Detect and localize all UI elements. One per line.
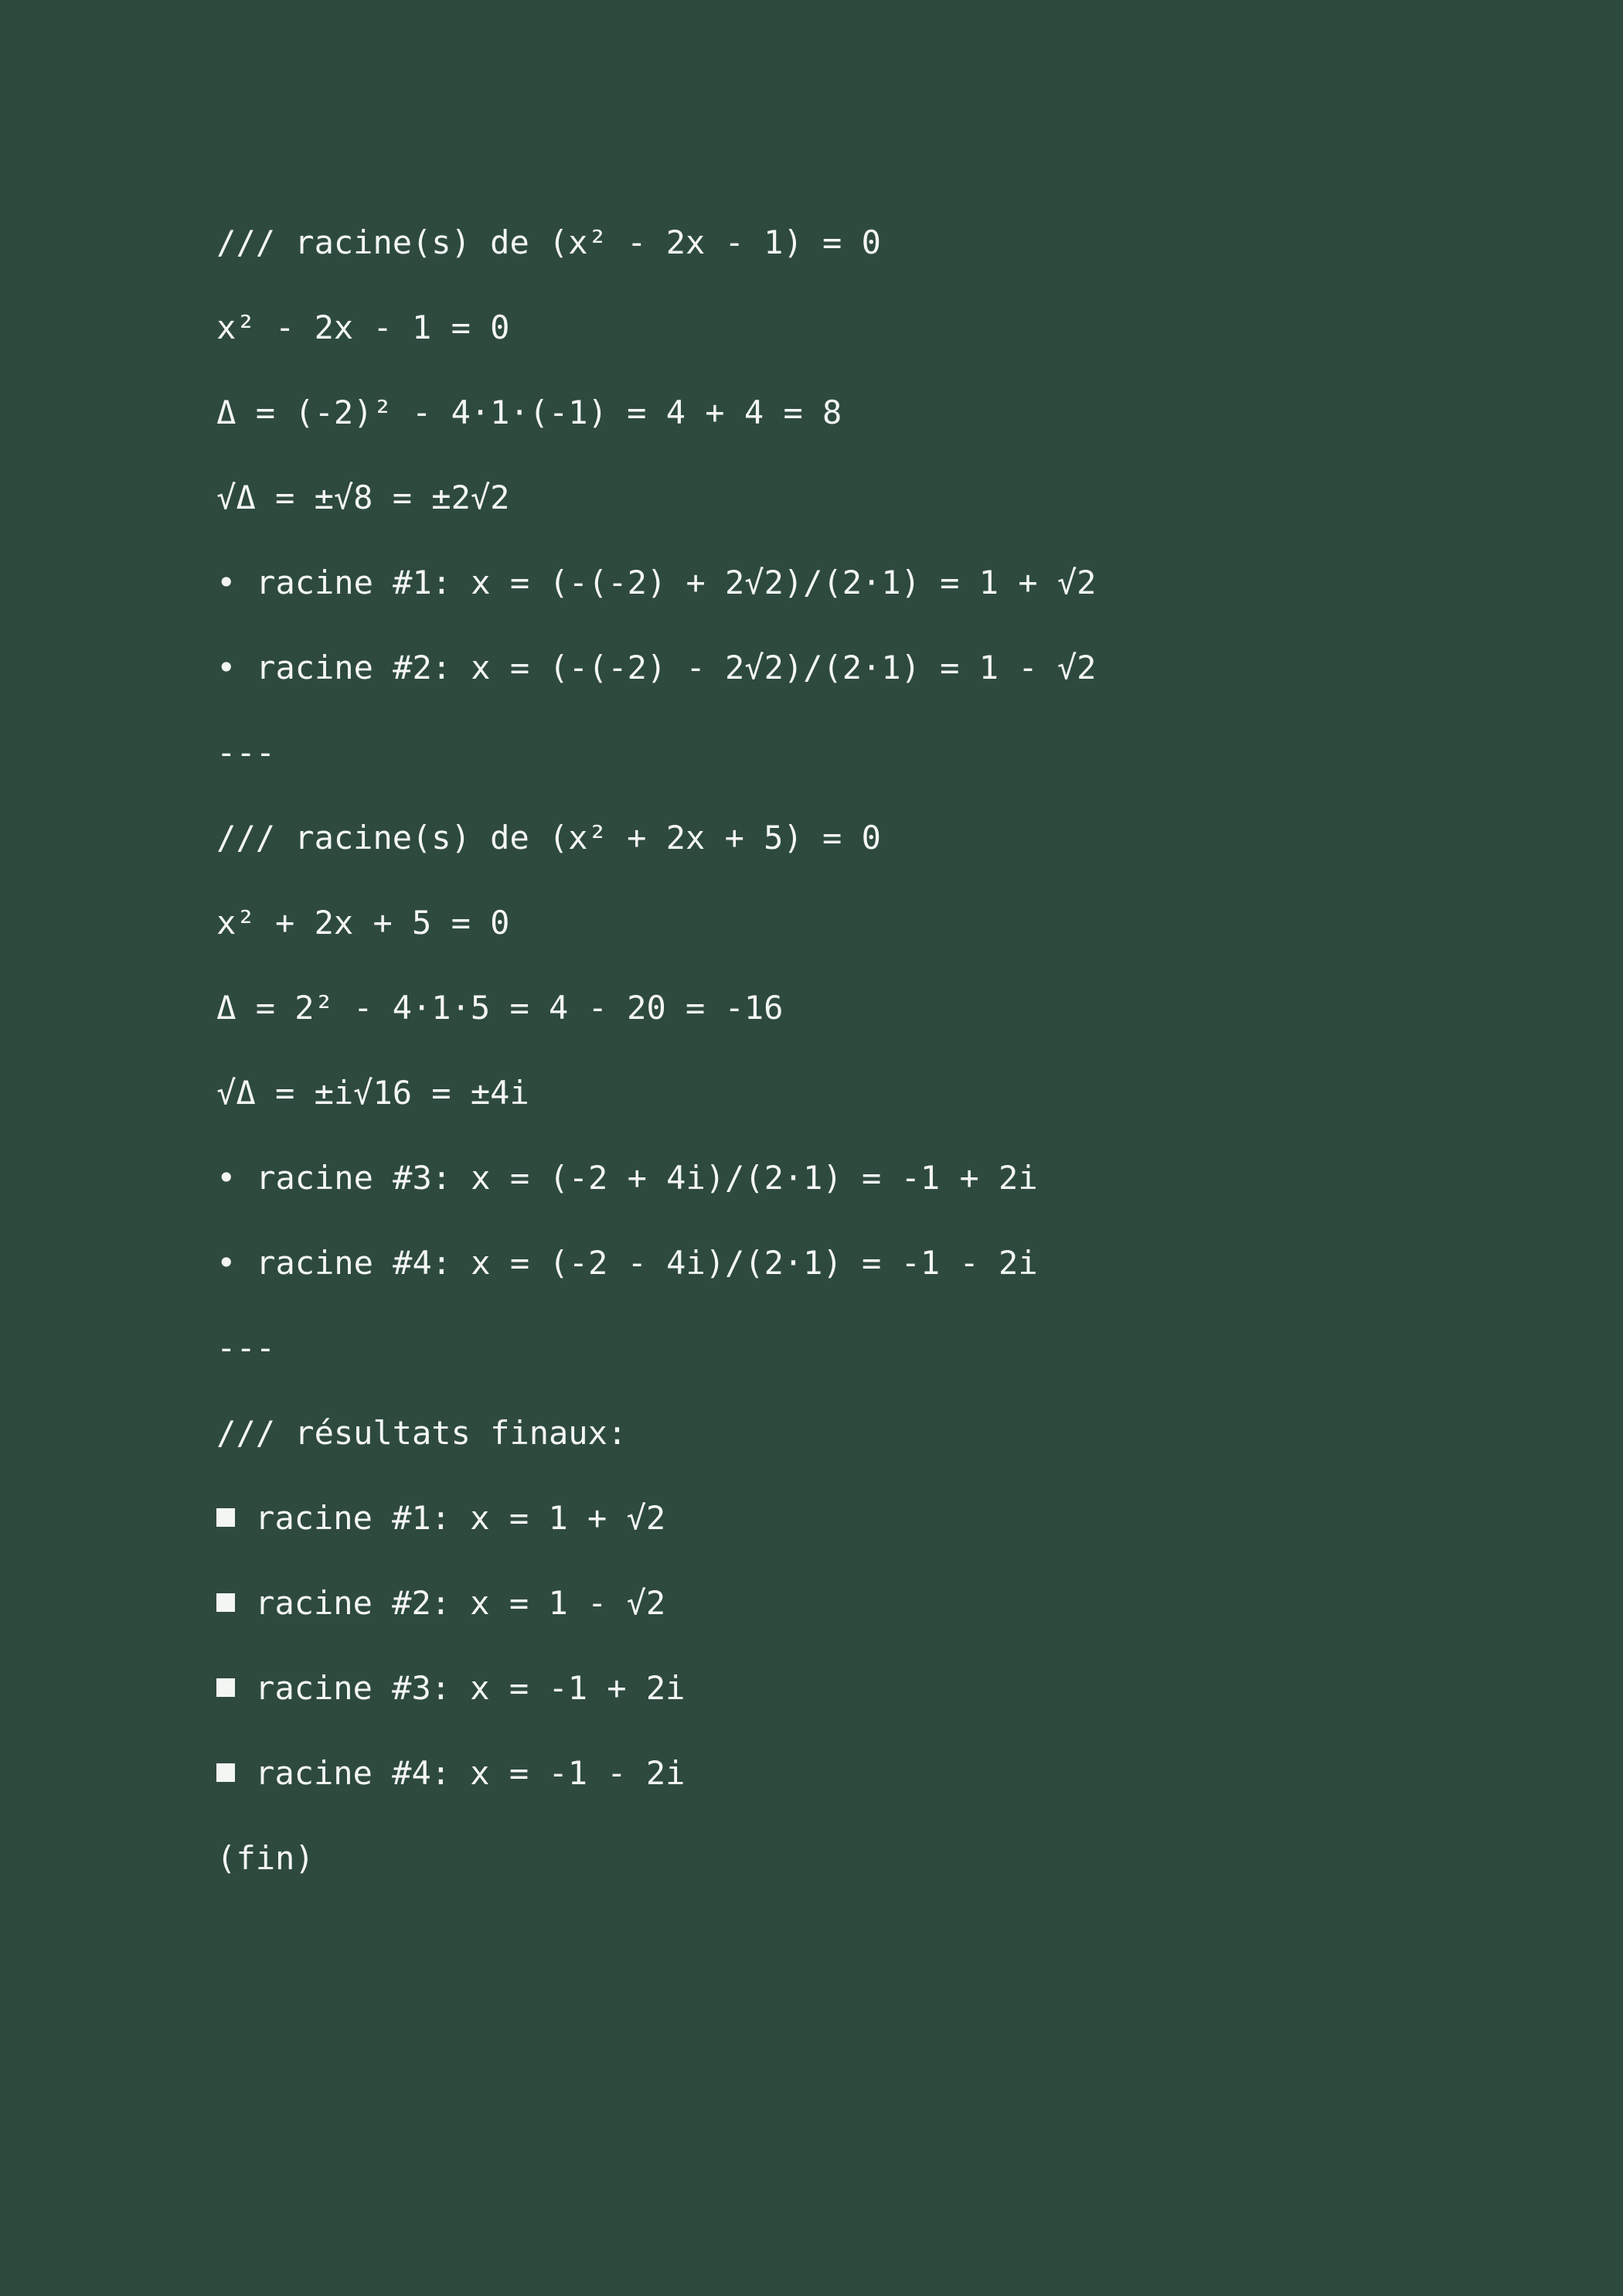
result-item — [138, 1476, 1529, 1622]
result-item-text: racine #4: x = -1 - 2i — [255, 1754, 686, 1792]
section1-sqrt-delta-text: √Δ = ±√8 = ±2√2 — [216, 479, 510, 516]
section1-root2 — [138, 540, 1529, 686]
section2-root4-text: racine #4: x = (-2 - 4i)/(2·1) = -1 - 2i — [256, 1244, 1038, 1282]
bullet-icon: • — [216, 649, 236, 686]
bullet-icon: • — [216, 1244, 236, 1282]
separator-2-text: --- — [216, 1329, 276, 1367]
section1-equation-text: x² - 2x - 1 = 0 — [216, 308, 510, 346]
section1-delta-text: Δ = (-2)² - 4·1·(-1) = 4 + 4 = 8 — [216, 393, 842, 431]
section1-root1-text: racine #1: x = (-(-2) + 2√2)/(2·1) = 1 + √2 — [256, 564, 1097, 601]
section2-delta-text: Δ = 2² - 4·1·5 = 4 - 20 = -16 — [216, 989, 784, 1027]
section2-root3-text: racine #3: x = (-2 + 4i)/(2·1) = -1 + 2i — [256, 1159, 1038, 1197]
end-marker — [138, 1731, 1529, 1877]
section2-root4 — [138, 1136, 1529, 1282]
section2-header — [138, 710, 1529, 857]
result-item-text: racine #1: x = 1 + √2 — [255, 1499, 666, 1537]
section2-header-text: /// racine(s) de (x² + 2x + 5) = 0 — [216, 819, 881, 857]
section2-root3 — [138, 1051, 1529, 1197]
section1-equation — [138, 200, 1529, 346]
section2-delta — [138, 881, 1529, 1027]
section1-root2-text: racine #2: x = (-(-2) - 2√2)/(2·1) = 1 - √2 — [256, 649, 1097, 686]
document-body — [138, 0, 1529, 1877]
result-item — [138, 1646, 1529, 1792]
section1-header — [138, 115, 1529, 261]
section1-root1 — [138, 455, 1529, 601]
result-item-text: racine #3: x = -1 + 2i — [255, 1669, 686, 1707]
section2-equation-text: x² + 2x + 5 = 0 — [216, 904, 510, 942]
end-marker-text: (fin) — [216, 1839, 315, 1877]
result-item — [138, 1561, 1529, 1707]
separator-1 — [138, 625, 1529, 772]
section1-sqrt-delta — [138, 370, 1529, 516]
result-item-text: racine #2: x = 1 - √2 — [255, 1584, 666, 1622]
separator-1-text: --- — [216, 734, 276, 772]
results-header-text: /// résultats finaux: — [216, 1414, 628, 1452]
section2-equation — [138, 795, 1529, 942]
section2-sqrt-delta — [138, 966, 1529, 1112]
bullet-icon: • — [216, 564, 236, 601]
bullet-icon: • — [216, 1159, 236, 1197]
section1-header-text: /// racine(s) de (x² - 2x - 1) = 0 — [216, 223, 881, 261]
section1-delta — [138, 285, 1529, 431]
section2-sqrt-delta-text: √Δ = ±i√16 = ±4i — [216, 1074, 529, 1112]
result-item — [138, 1391, 1529, 1537]
results-header — [138, 1306, 1529, 1452]
separator-2 — [138, 1221, 1529, 1367]
